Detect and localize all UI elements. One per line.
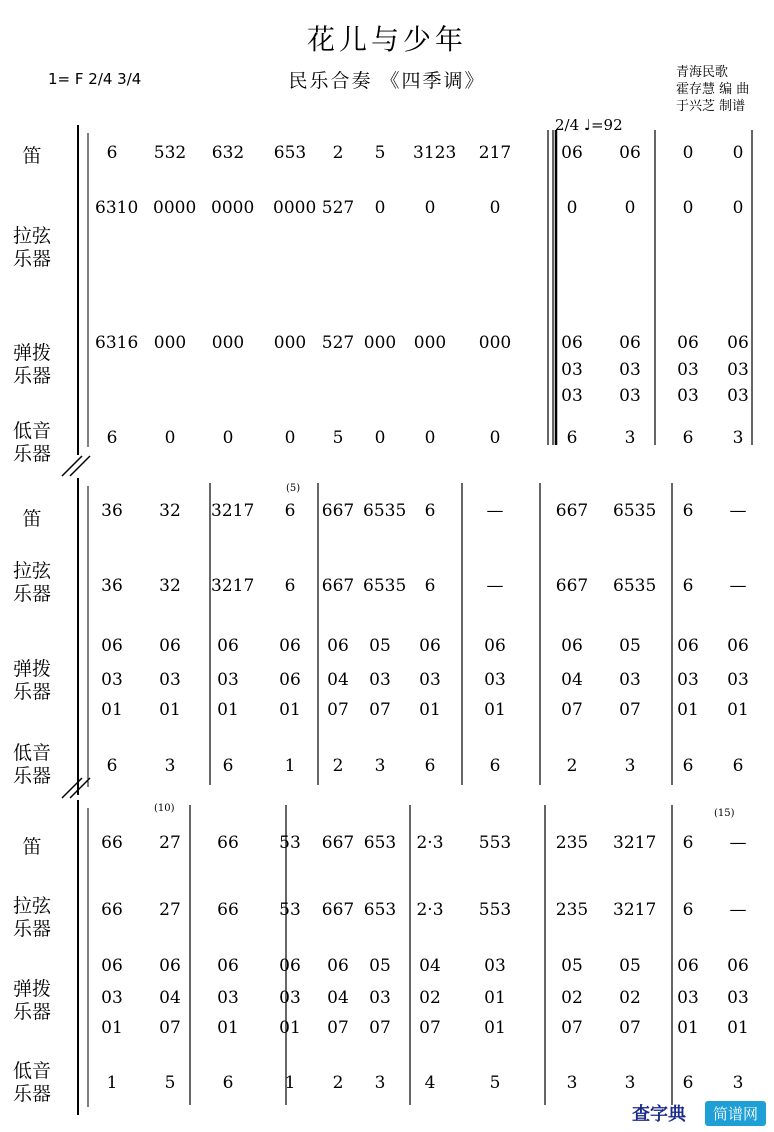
instrument-label-tanbo: 弹拨乐器: [12, 978, 51, 1023]
note-laxian: 0: [566, 198, 578, 218]
note-diyin: 5: [489, 1073, 501, 1093]
note-di: 2·3: [416, 833, 444, 853]
note-tanbo: 04: [327, 670, 349, 690]
note-tanbo: 01: [677, 1018, 699, 1038]
note-di: 6535: [363, 501, 407, 521]
note-tanbo: 05: [561, 956, 583, 976]
note-tanbo: 06: [279, 636, 301, 656]
note-di: 3123: [413, 143, 457, 163]
note-tanbo: 06: [327, 636, 349, 656]
instrument-label-laxian: 拉弦乐器: [12, 225, 51, 270]
note-tanbo: 06: [101, 636, 123, 656]
note-tanbo: 06: [619, 333, 641, 353]
note-tanbo: 000: [153, 333, 187, 353]
note-tanbo: 07: [369, 700, 391, 720]
note-diyin: 2: [332, 1073, 344, 1093]
note-tanbo: 03: [369, 670, 391, 690]
note-diyin: 0: [222, 428, 234, 448]
credit-transcriber: 于兴芝 制谱: [676, 99, 746, 114]
note-laxian: 667: [555, 576, 589, 596]
note-laxian: 6535: [363, 576, 407, 596]
credit-arranger: 霍存慧 编 曲: [676, 82, 750, 97]
note-tanbo: 03: [619, 670, 641, 690]
note-tanbo: 03: [217, 988, 239, 1008]
note-tanbo: 01: [279, 1018, 301, 1038]
note-tanbo: 03: [159, 670, 181, 690]
note-tanbo: 000: [211, 333, 245, 353]
note-di: 6: [682, 833, 694, 853]
note-tanbo: 06: [677, 636, 699, 656]
note-laxian: 0: [424, 198, 436, 218]
note-tanbo: 05: [619, 636, 641, 656]
note-di: 06: [561, 143, 583, 163]
note-tanbo: 01: [677, 700, 699, 720]
note-diyin: 3: [624, 1073, 636, 1093]
note-tanbo: 03: [727, 386, 749, 406]
note-diyin: 1: [284, 1073, 296, 1093]
note-tanbo: 06: [327, 956, 349, 976]
score-subtitle: 民乐合奏 《四季调》: [288, 70, 486, 92]
note-tanbo: 01: [727, 700, 749, 720]
key-signature: 1= F 2/4 3/4: [48, 70, 142, 88]
note-tanbo: 03: [677, 988, 699, 1008]
note-diyin: 3: [732, 1073, 744, 1093]
note-laxian: —: [486, 576, 504, 596]
note-laxian: 6: [682, 900, 694, 920]
watermark-jianpu: 简谱网: [705, 1101, 766, 1126]
note-laxian: 553: [478, 900, 512, 920]
note-tanbo: 03: [727, 988, 749, 1008]
note-tanbo: 527: [321, 333, 355, 353]
note-diyin: 1: [106, 1073, 118, 1093]
note-tanbo: 000: [273, 333, 307, 353]
measure-number-15: (15): [714, 808, 735, 819]
note-laxian: —: [729, 576, 747, 596]
note-diyin: 6: [106, 428, 118, 448]
note-tanbo: 06: [279, 670, 301, 690]
note-tanbo: 01: [101, 1018, 123, 1038]
note-tanbo: 03: [677, 670, 699, 690]
note-tanbo: 07: [369, 1018, 391, 1038]
note-diyin: 6: [424, 756, 436, 776]
note-laxian: 6: [424, 576, 436, 596]
note-tanbo: 06: [101, 956, 123, 976]
note-diyin: 0: [374, 428, 386, 448]
note-diyin: 6: [566, 428, 578, 448]
note-laxian: 667: [321, 576, 355, 596]
note-diyin: 0: [164, 428, 176, 448]
note-di: 667: [555, 501, 589, 521]
note-laxian: 66: [101, 900, 123, 920]
note-laxian: 6535: [613, 576, 657, 596]
instrument-label-laxian: 拉弦乐器: [12, 560, 51, 605]
note-tanbo: 06: [217, 956, 239, 976]
note-tanbo: 03: [677, 386, 699, 406]
note-tanbo: 03: [419, 670, 441, 690]
note-diyin: 3: [374, 756, 386, 776]
instrument-label-tanbo: 弹拨乐器: [12, 658, 51, 703]
note-tanbo: 03: [101, 670, 123, 690]
score-title: 花儿与少年: [306, 23, 467, 56]
note-tanbo: 07: [327, 700, 349, 720]
note-tanbo: 03: [727, 670, 749, 690]
note-laxian: 6: [284, 576, 296, 596]
note-tanbo: 01: [419, 700, 441, 720]
note-tanbo: 01: [159, 700, 181, 720]
instrument-label-di: 笛: [22, 145, 42, 167]
note-tanbo: 07: [327, 1018, 349, 1038]
note-di: 6: [424, 501, 436, 521]
instrument-label-laxian: 拉弦乐器: [12, 895, 51, 940]
note-tanbo: 6316: [95, 333, 139, 353]
note-di: 217: [478, 143, 512, 163]
note-laxian: 653: [363, 900, 397, 920]
instrument-label-di: 笛: [22, 836, 42, 858]
note-tanbo: 000: [413, 333, 447, 353]
note-tanbo: 06: [484, 636, 506, 656]
note-diyin: 1: [284, 756, 296, 776]
note-tanbo: 01: [217, 700, 239, 720]
note-tanbo: 000: [363, 333, 397, 353]
instrument-label-diyin: 低音乐器: [12, 420, 51, 465]
note-tanbo: 07: [561, 700, 583, 720]
note-diyin: 6: [222, 1073, 234, 1093]
note-tanbo: 03: [561, 360, 583, 380]
note-tanbo: 06: [727, 636, 749, 656]
note-diyin: 6: [732, 756, 744, 776]
note-tanbo: 03: [484, 670, 506, 690]
note-di: 6: [106, 143, 118, 163]
note-di: 32: [159, 501, 181, 521]
note-di: 3217: [613, 833, 657, 853]
note-diyin: 3: [566, 1073, 578, 1093]
note-diyin: 3: [624, 756, 636, 776]
note-laxian: 32: [159, 576, 181, 596]
tempo-marking: 2/4 ♩=92: [555, 116, 623, 134]
note-laxian: 0: [624, 198, 636, 218]
note-laxian: 2·3: [416, 900, 444, 920]
note-di: —: [486, 501, 504, 521]
note-diyin: 6: [682, 756, 694, 776]
note-di: 0: [682, 143, 694, 163]
note-tanbo: 06: [727, 956, 749, 976]
note-laxian: 235: [555, 900, 589, 920]
note-laxian: 6310: [95, 198, 139, 218]
note-tanbo: 06: [279, 956, 301, 976]
note-tanbo: 06: [677, 956, 699, 976]
note-diyin: 3: [374, 1073, 386, 1093]
note-laxian: 0000: [273, 198, 317, 218]
note-di: 5: [374, 143, 386, 163]
note-tanbo: 01: [484, 988, 506, 1008]
note-tanbo: 07: [619, 1018, 641, 1038]
instrument-label-diyin: 低音乐器: [12, 1060, 51, 1105]
credit-origin: 青海民歌: [676, 65, 729, 80]
note-tanbo: 03: [369, 988, 391, 1008]
note-tanbo: 04: [561, 670, 583, 690]
note-di: 667: [321, 833, 355, 853]
instrument-label-diyin: 低音乐器: [12, 742, 51, 787]
note-diyin: 3: [732, 428, 744, 448]
note-di: 632: [211, 143, 245, 163]
note-tanbo: 03: [727, 360, 749, 380]
note-tanbo: 05: [369, 956, 391, 976]
note-di: 66: [101, 833, 123, 853]
note-tanbo: 03: [101, 988, 123, 1008]
note-laxian: 6: [682, 576, 694, 596]
note-tanbo: 06: [677, 333, 699, 353]
note-tanbo: 01: [484, 1018, 506, 1038]
note-di: 6: [682, 501, 694, 521]
note-diyin: 5: [164, 1073, 176, 1093]
note-diyin: 2: [332, 756, 344, 776]
note-tanbo: 07: [159, 1018, 181, 1038]
note-tanbo: 06: [727, 333, 749, 353]
note-tanbo: 06: [217, 636, 239, 656]
note-di: —: [729, 833, 747, 853]
note-di: 6: [284, 501, 296, 521]
note-tanbo: 05: [619, 956, 641, 976]
note-diyin: 2: [566, 756, 578, 776]
note-tanbo: 03: [279, 988, 301, 1008]
note-tanbo: 000: [478, 333, 512, 353]
note-tanbo: 01: [279, 700, 301, 720]
note-tanbo: 02: [561, 988, 583, 1008]
note-tanbo: 02: [619, 988, 641, 1008]
note-tanbo: 02: [419, 988, 441, 1008]
note-di: 0: [732, 143, 744, 163]
note-tanbo: 03: [619, 360, 641, 380]
watermark-chazidian: 查字典: [632, 1104, 686, 1125]
note-di: 27: [159, 833, 181, 853]
note-tanbo: 06: [419, 636, 441, 656]
instrument-label-tanbo: 弹拨乐器: [12, 342, 51, 387]
note-laxian: 0: [732, 198, 744, 218]
note-di: 235: [555, 833, 589, 853]
note-laxian: —: [729, 900, 747, 920]
note-di: —: [729, 501, 747, 521]
note-tanbo: 04: [419, 956, 441, 976]
note-diyin: 0: [284, 428, 296, 448]
note-laxian: 0: [374, 198, 386, 218]
note-laxian: 3217: [211, 576, 255, 596]
note-tanbo: 05: [369, 636, 391, 656]
note-diyin: 3: [164, 756, 176, 776]
note-diyin: 6: [489, 756, 501, 776]
note-tanbo: 06: [159, 636, 181, 656]
note-diyin: 4: [424, 1073, 436, 1093]
note-laxian: 27: [159, 900, 181, 920]
note-di: 653: [363, 833, 397, 853]
note-tanbo: 04: [327, 988, 349, 1008]
note-tanbo: 01: [101, 700, 123, 720]
note-diyin: 0: [424, 428, 436, 448]
note-diyin: 6: [682, 1073, 694, 1093]
note-tanbo: 01: [484, 700, 506, 720]
note-laxian: 0: [682, 198, 694, 218]
note-diyin: 6: [106, 756, 118, 776]
note-tanbo: 07: [419, 1018, 441, 1038]
note-di: 2: [332, 143, 344, 163]
note-laxian: 3217: [613, 900, 657, 920]
note-tanbo: 07: [619, 700, 641, 720]
note-tanbo: 06: [159, 956, 181, 976]
note-laxian: 527: [321, 198, 355, 218]
note-tanbo: 01: [727, 1018, 749, 1038]
note-tanbo: 06: [561, 636, 583, 656]
note-tanbo: 03: [217, 670, 239, 690]
note-di: 36: [101, 501, 123, 521]
note-tanbo: 03: [677, 360, 699, 380]
note-tanbo: 01: [217, 1018, 239, 1038]
note-di: 53: [279, 833, 301, 853]
note-di: 6535: [613, 501, 657, 521]
note-tanbo: 07: [561, 1018, 583, 1038]
note-laxian: 66: [217, 900, 239, 920]
note-tanbo: 06: [561, 333, 583, 353]
note-di: 653: [273, 143, 307, 163]
note-di: 667: [321, 501, 355, 521]
note-tanbo: 03: [561, 386, 583, 406]
note-laxian: 53: [279, 900, 301, 920]
note-tanbo: 03: [484, 956, 506, 976]
note-di: 66: [217, 833, 239, 853]
measure-number-5: (5): [286, 483, 301, 494]
note-diyin: 6: [682, 428, 694, 448]
note-tanbo: 04: [159, 988, 181, 1008]
note-di: 06: [619, 143, 641, 163]
measure-number-10: (10): [154, 803, 175, 814]
note-laxian: 36: [101, 576, 123, 596]
note-laxian: 0: [489, 198, 501, 218]
note-di: 3217: [211, 501, 255, 521]
instrument-label-di: 笛: [22, 508, 42, 530]
note-laxian: 0000: [211, 198, 255, 218]
note-di: 532: [153, 143, 187, 163]
note-laxian: 0000: [153, 198, 197, 218]
note-diyin: 3: [624, 428, 636, 448]
note-diyin: 6: [222, 756, 234, 776]
note-di: 553: [478, 833, 512, 853]
note-tanbo: 03: [619, 386, 641, 406]
note-laxian: 667: [321, 900, 355, 920]
note-diyin: 5: [332, 428, 344, 448]
note-diyin: 0: [489, 428, 501, 448]
